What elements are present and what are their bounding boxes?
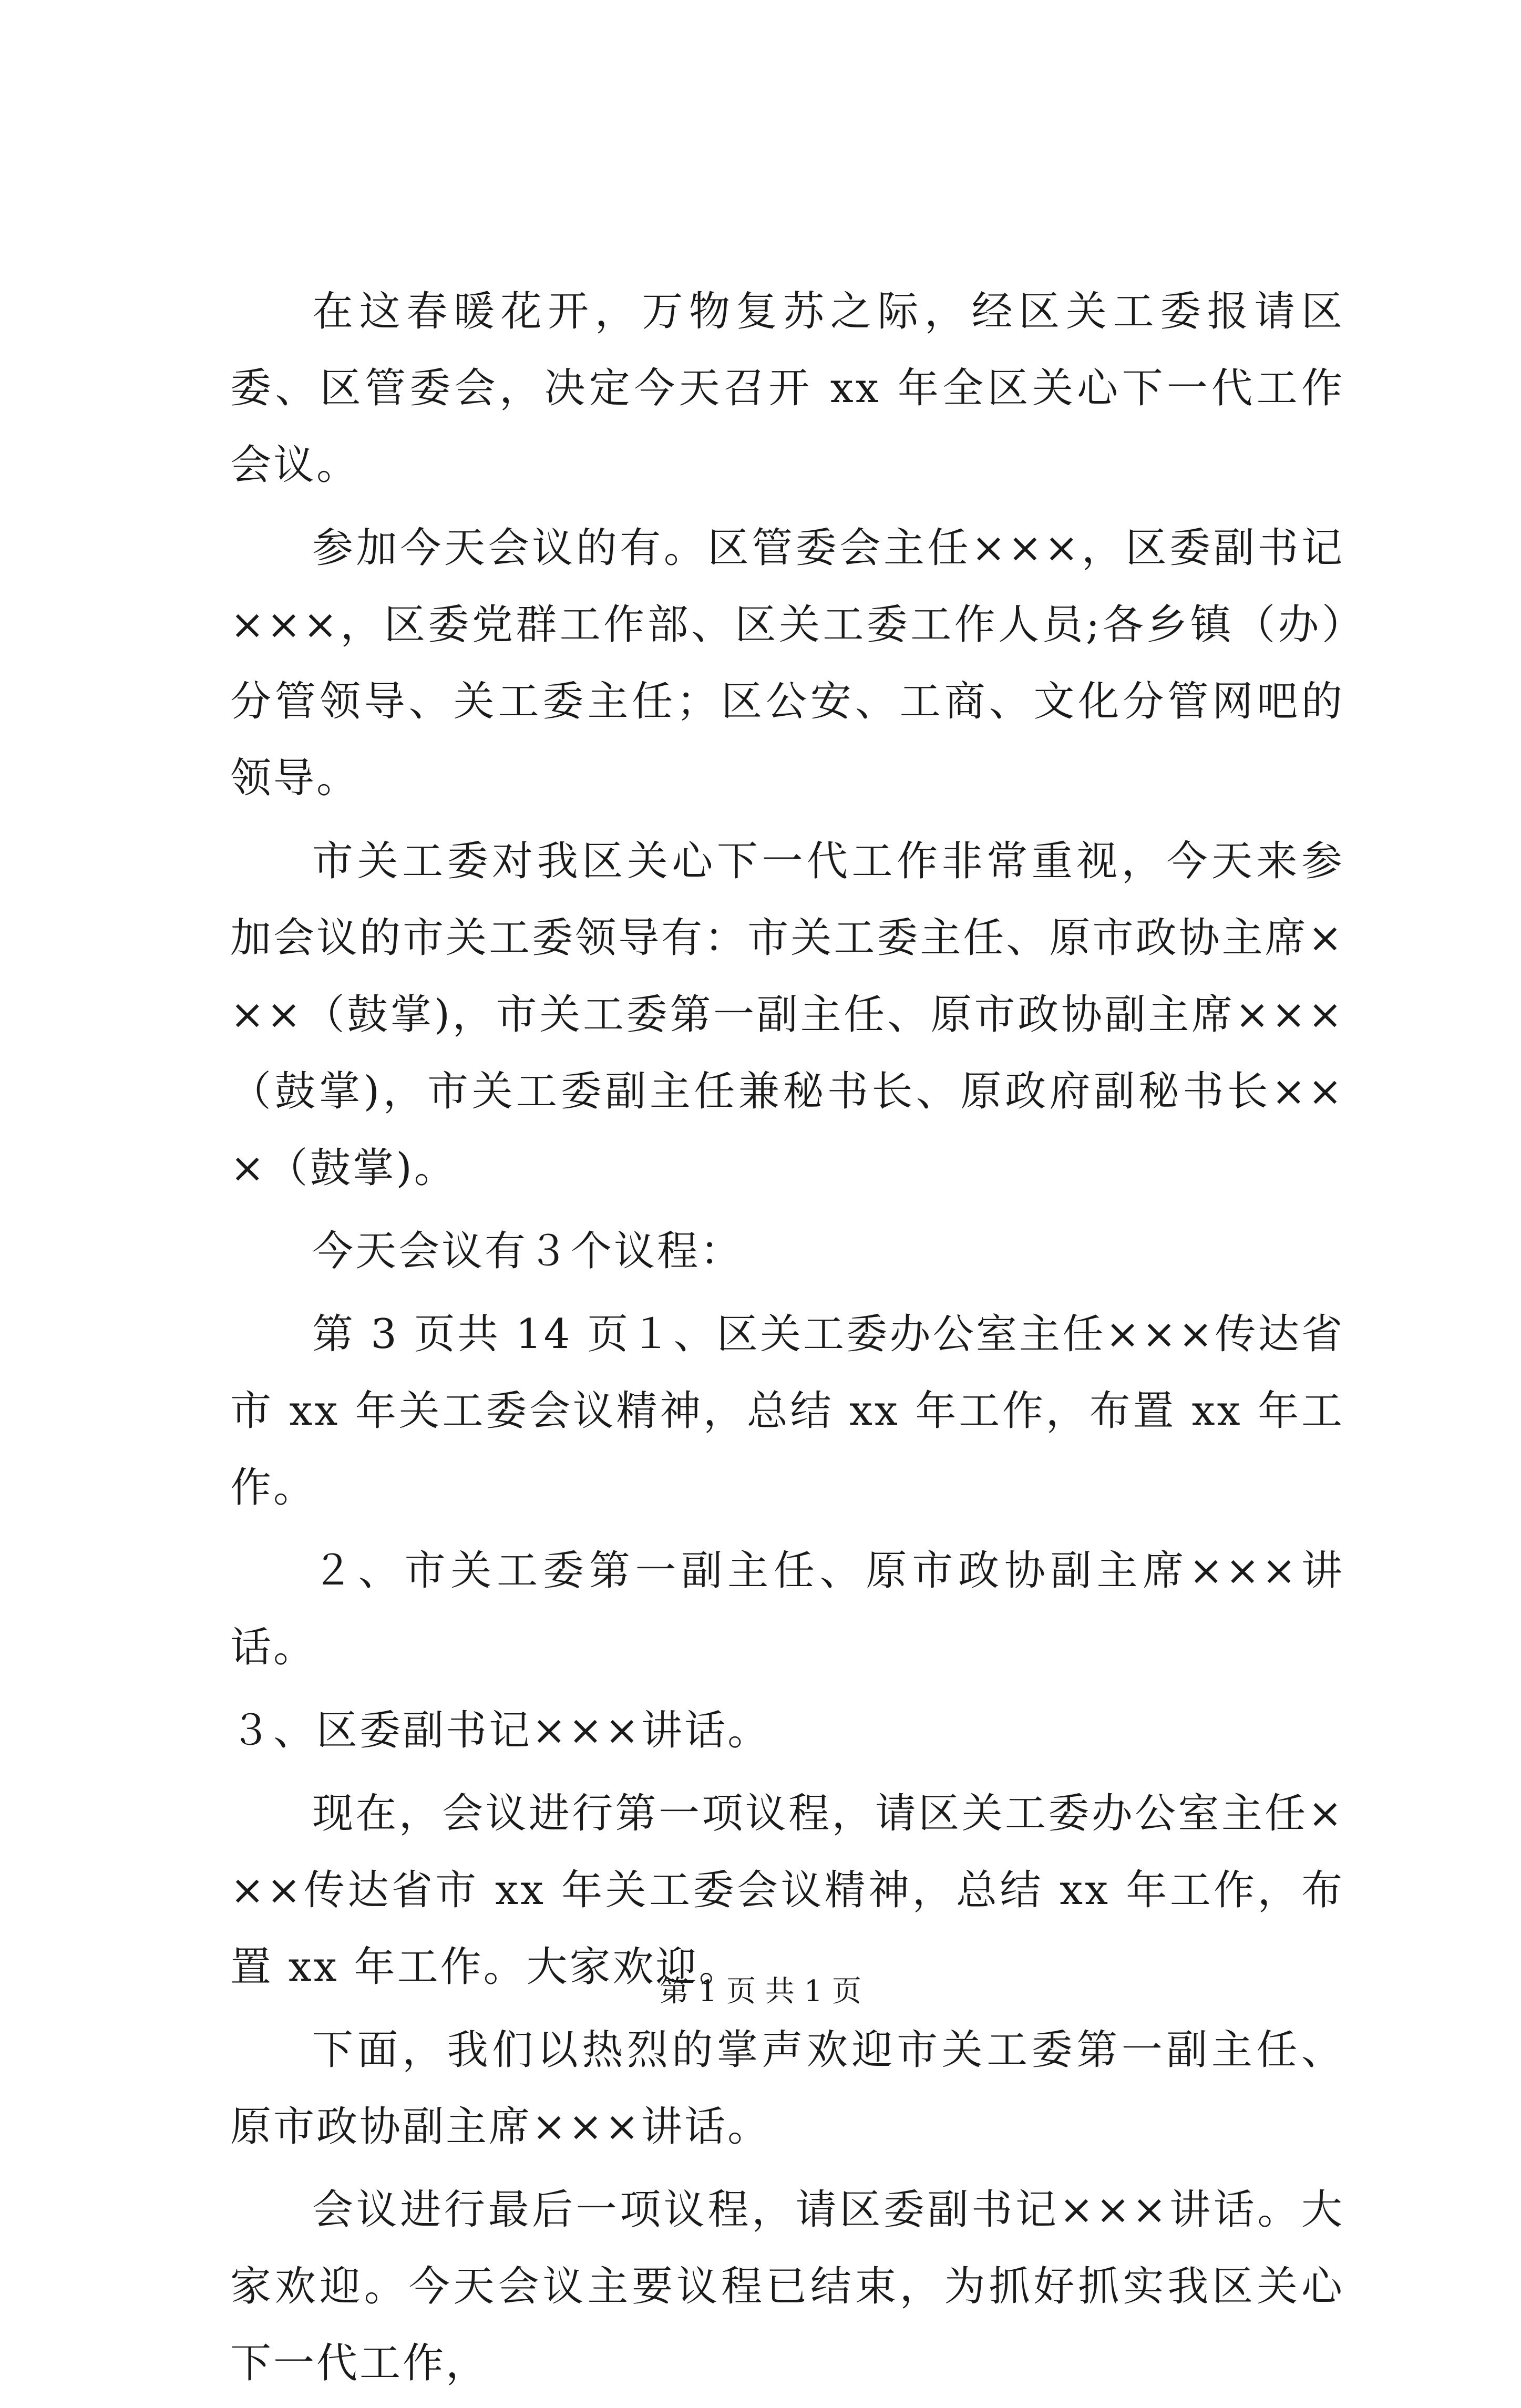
paragraph-city-leaders: 市关工委对我区关心下一代工作非常重视，今天来参加会议的市关工委领导有：市关工委主任、原市政协主席×××（鼓掌)，市关工委第一副主任、原市政协副主席×××（鼓掌)，市关工委副主任兼秘书长、原政府副秘书长×××（鼓掌)。	[230, 838, 1344, 1192]
paragraph-opening: 在这春暖花开，万物复苏之际，经区关工委报请区委、区管委会，决定今天召开 xx 年全区关心下一代工作会议。	[230, 288, 1344, 489]
paragraph-second-item: 下面，我们以热烈的掌声欢迎市关工委第一副主任、原市政协副主席×××讲话。	[230, 2026, 1344, 2150]
paragraph-first-item: 现在，会议进行第一项议程，请区关工委办公室主任×××传达省市 xx 年关工委会议精神，总结 xx 年工作，布置 xx 年工作。大家欢迎。	[230, 1790, 1344, 1991]
paragraph-final-item: 会议进行最后一项议程，请区委副书记×××讲话。大家欢迎。今天会议主要议程已结束，为抓好抓实我区关心下一代工作，	[230, 2186, 1344, 2387]
paragraph-attendees: 参加今天会议的有。区管委会主任×××，区委副书记×××，区委党群工作部、区关工委工作人员;各乡镇（办）分管领导、关工委主任；区公安、工商、文化分管网吧的领导。	[230, 524, 1344, 802]
paragraph-agenda-item-3: ３、区委副书记×××讲话。	[230, 1707, 771, 1754]
paragraph-agenda-item-2: ２、市关工委第一副主任、原市政协副主席×××讲话。	[230, 1547, 1344, 1671]
paragraph-agenda-intro: 今天会议有３个议程：	[312, 1228, 744, 1275]
document-body	[230, 273, 1344, 2408]
paragraph-agenda-item-1: 第 3 页共 14 页１、区关工委办公室主任×××传达省市 xx 年关工委会议精神，总结 xx 年工作，布置 xx 年工作。	[230, 1311, 1344, 1511]
page-footer: 第 1 页 共 1 页	[659, 1974, 862, 2009]
